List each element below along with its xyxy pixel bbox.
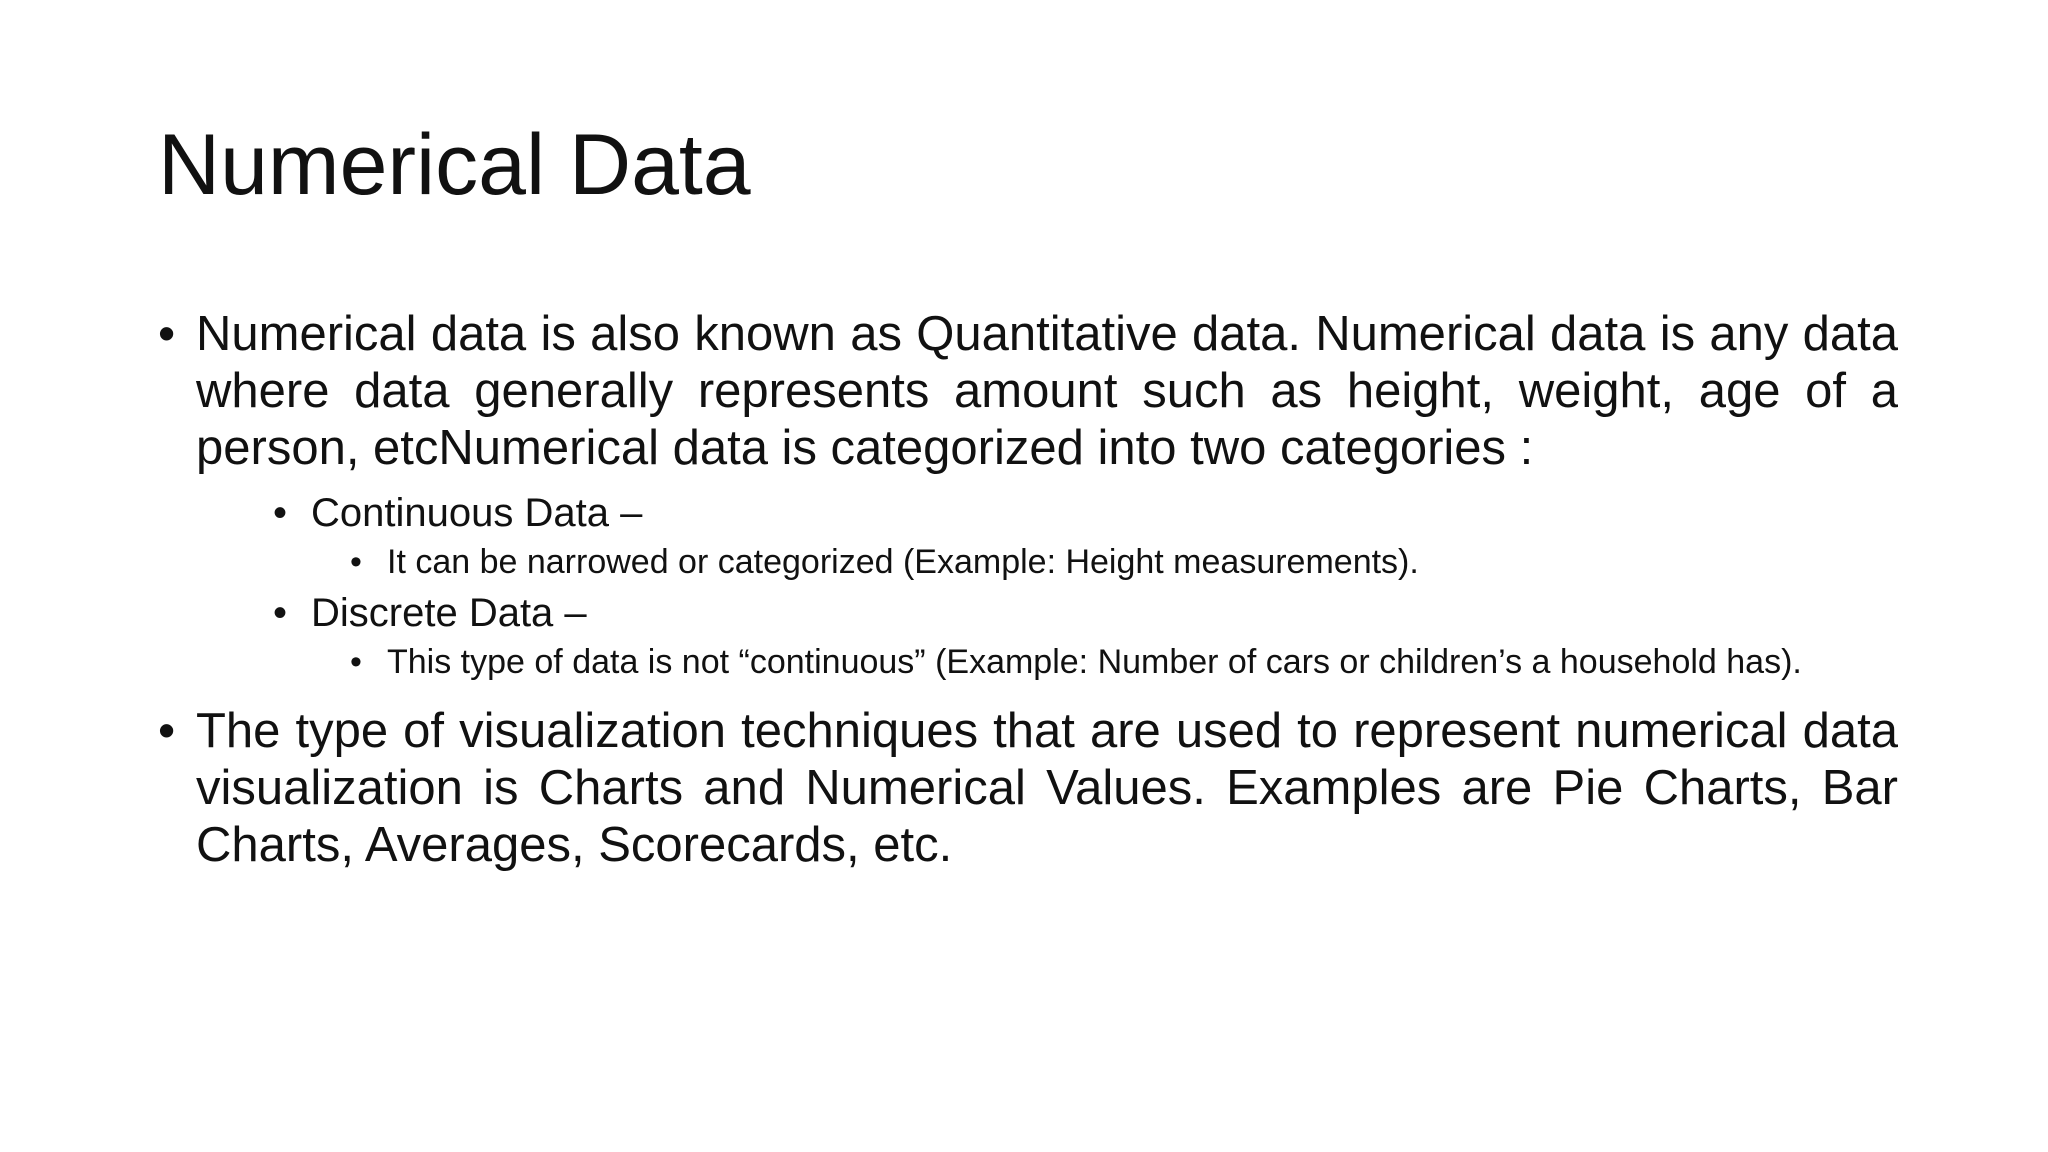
sub-sub-bullet-text: It can be narrowed or categorized (Example: Height measurements). — [387, 543, 1419, 581]
bullet-text: Numerical data is also known as Quantitative data. Numerical data is any data where data generally represents amount such as height, weight, age of a person, etcNumerical data is categorized into two categories : — [196, 307, 1898, 475]
bullet-icon: • — [350, 643, 362, 681]
sub-sub-bullet-text: This type of data is not “continuous” (Example: Number of cars or children’s a household has). — [387, 643, 1802, 681]
bullet-icon: • — [273, 591, 288, 635]
sub-bullet-text: Continuous Data – — [311, 491, 643, 535]
bullet-icon: • — [350, 543, 362, 581]
sub-sub-bullet-item — [350, 541, 1898, 583]
bullet-text: The type of visualization techniques that are used to represent numerical data visualization is Charts and Numerical Values. Examples are Pie Charts, Bar Charts, Averages, Scorecards, etc. — [196, 704, 1898, 872]
sub-bullet-item — [273, 485, 1898, 541]
sub-bullet-list — [196, 485, 1898, 683]
bullet-icon: • — [273, 491, 288, 535]
sub-bullet-text: Discrete Data – — [311, 591, 587, 635]
slide-body — [158, 306, 1898, 874]
bullet-list — [158, 306, 1898, 874]
bullet-icon: • — [158, 704, 176, 758]
bullet-icon: • — [158, 307, 176, 361]
sub-bullet-item — [273, 585, 1898, 641]
slide-title: Numerical Data — [158, 117, 751, 213]
bullet-item — [158, 703, 1898, 874]
sub-sub-bullet-item — [350, 641, 1898, 683]
bullet-item — [158, 306, 1898, 683]
